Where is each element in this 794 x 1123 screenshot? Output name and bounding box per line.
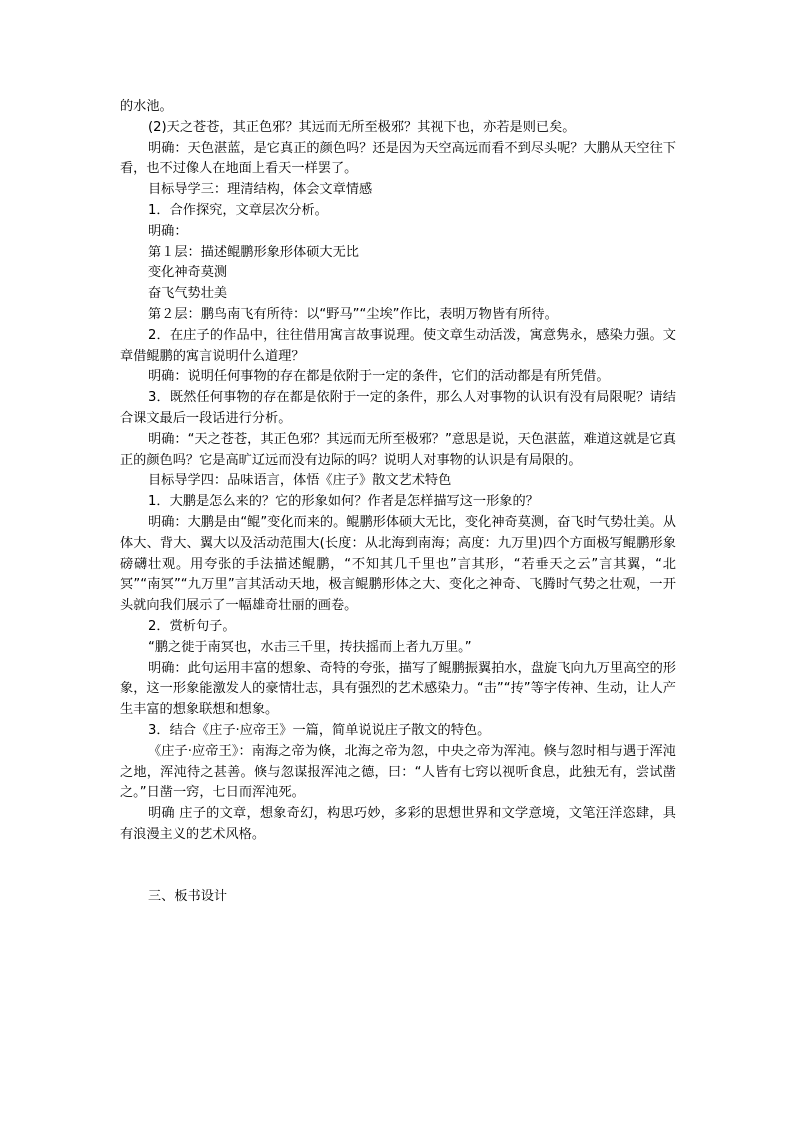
paragraph: 明确：“天之苍苍，其正色邪？其远而无所至极邪？”意思是说，天色湛蓝，难道这就是它真正的颜色吗？它是高旷辽远而没有边际的吗？说明人对事物的认识是有局限的。 [120,431,676,468]
paragraph: 3．既然任何事物的存在都是依附于一定的条件，那么人对事物的认识有没有局限呢？请结合课文最后一段话进行分析。 [120,390,676,426]
text-line: 明确： [148,223,188,239]
paragraph: 《庄子·应帝王》：南海之帝为倏，北海之帝为忽，中央之帝为浑沌。倏与忽时相与遇于浑沌之地，浑沌待之甚善。倏与忽谋报浑沌之德，曰：“人皆有七窍以视听食息，此独无有，尝试凿之。”日凿一窍，七日而浑沌死。 [120,743,676,801]
quote-line: “鹏之徙于南冥也，水击三千里，抟扶摇而上者九万里。” [148,639,472,655]
text-line: 明确：说明任何事物的存在都是依附于一定的条件，它们的活动都是有所凭借。 [148,369,610,385]
text-line: 1．合作探究，文章层次分析。 [148,202,328,218]
section-heading: 三、板书设计 [148,889,228,904]
text-line: (2)天之苍苍，其正色邪？其远而无所至极邪？其视下也，亦若是则已矣。 [148,119,576,135]
text-line: 第１层：描述鲲鹏形象形体硕大无比 [148,244,359,260]
paragraph: 明确：天色湛蓝，是它真正的颜色吗？还是因为天空高远而看不到尽头呢？大鹏从天空往下看，也不过像人在地面上看天一样罢了。 [120,140,676,177]
text-line: 的水池。 [120,99,173,114]
subheading: 目标导学三：理清结构，体会文章情感 [148,182,373,198]
text-line: 1．大鹏是怎么来的？它的形象如何？作者是怎样描写这一形象的？ [148,494,539,510]
body-text [120,97,676,846]
paragraph: 明确 庄子的文章，想象奇幻，构思巧妙，多彩的思想世界和文学意境，文笔汪洋恣肆，具有浪漫主义的艺术风格。 [120,806,676,842]
paragraph: 2．在庄子的作品中，往往借用寓言故事说理。使文章生动活泼，寓意隽永，感染力强。文章借鲲鹏的寓言说明什么道理？ [120,327,676,364]
text-line: 3．结合《庄子·应帝王》一篇，简单说说庄子散文的特色。 [148,722,491,738]
text-line: 2．赏析句子。 [148,618,236,634]
paragraph: 明确：此句运用丰富的想象、奇特的夸张，描写了鲲鹏振翼拍水，盘旋飞向九万里高空的形象，这一形象能激发人的豪情壮志，具有强烈的艺术感染力。“击”“抟”等字传神、生动，让人产生丰富的想象联想和想象。 [120,660,676,718]
text-line: 变化神奇莫测 [148,265,228,281]
subheading: 目标导学四：品味语言，体悟《庄子》散文艺术特色 [148,473,452,489]
text-line: 第２层：鹏鸟南飞有所待：以“野马”“尘埃”作比，表明万物皆有所待。 [148,306,558,322]
text-line: 奋飞气势壮美 [148,286,228,302]
paragraph: 明确：大鹏是由“鲲”变化而来的。鲲鹏形体硕大无比，变化神奇莫测，奋飞时气势壮美。从体大、背大、翼大以及活动范围大(长度：从北海到南海；高度：九万里)四个方面极写鲲鹏形象磅礴壮观。用夸张的手法描述鲲鹏，“不知其几千里也”言其形，“若垂天之云”言其翼，“北冥”“南冥”“九万里”言其活动天地，极言鲲鹏形体之大、变化之神奇、飞腾时气势之壮观，一开头就向我们展示了一幅雄奇壮丽的画卷。 [120,514,676,614]
